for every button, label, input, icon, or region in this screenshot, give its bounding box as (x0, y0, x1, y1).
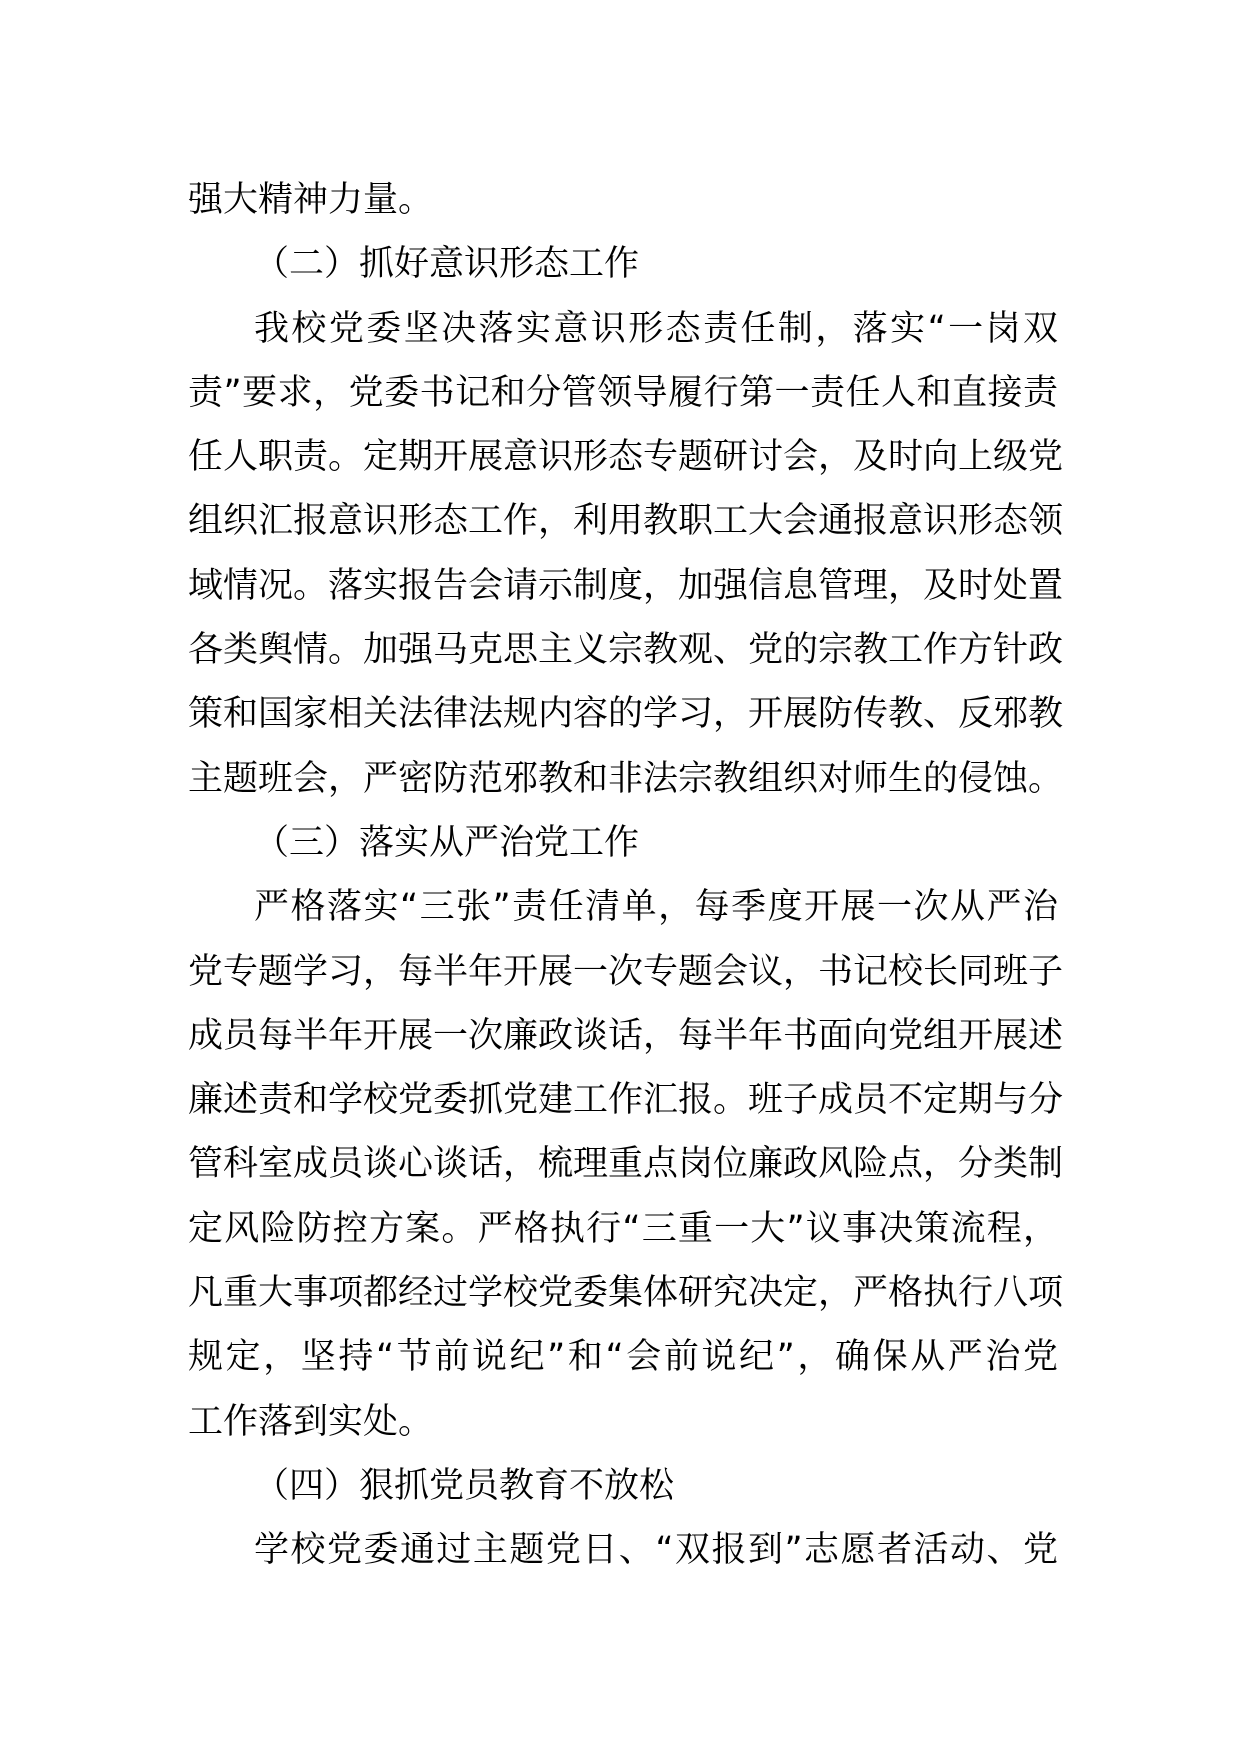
paragraph-first-line: 严格落实“三张”责任清单，每季度开展一次从严治 (254, 887, 1058, 928)
paragraph-line: 定风险防控方案。严格执行“三重一大”议事决策流程， (188, 1208, 1058, 1249)
paragraph-line: 党专题学习，每半年开展一次专题会议，书记校长同班子 (188, 951, 1064, 992)
paragraph-line: 主题班会，严密防范邪教和非法宗教组织对师生的侵蚀。 (188, 758, 1064, 799)
section-heading: （二）抓好意识形态工作 (254, 244, 640, 285)
document-body (188, 168, 1064, 1583)
paragraph-line: 规定，坚持“节前说纪”和“会前说纪”，确保从严治党 (188, 1337, 1058, 1378)
paragraph-first-line: 学校党委通过主题党日、“双报到”志愿者活动、党 (254, 1530, 1058, 1571)
paragraph-line: 组织汇报意识形态工作，利用教职工大会通报意识形态领 (188, 501, 1064, 542)
paragraph-line: 廉述责和学校党委抓党建工作汇报。班子成员不定期与分 (188, 1080, 1064, 1121)
section-heading: （四）狠抓党员教育不放松 (254, 1465, 675, 1506)
paragraph-line: 责”要求，党委书记和分管领导履行第一责任人和直接责 (188, 372, 1058, 413)
paragraph-line: 域情况。落实报告会请示制度，加强信息管理，及时处置 (188, 565, 1064, 606)
paragraph-line: 管科室成员谈心谈话，梳理重点岗位廉政风险点，分类制 (188, 1144, 1064, 1185)
paragraph-line: 各类舆情。加强马克思主义宗教观、党的宗教工作方针政 (188, 630, 1064, 671)
paragraph-line: 凡重大事项都经过学校党委集体研究决定，严格执行八项 (188, 1273, 1064, 1314)
paragraph-line: 成员每半年开展一次廉政谈话，每半年书面向党组开展述 (188, 1015, 1064, 1056)
section-heading: （三）落实从严治党工作 (254, 822, 640, 863)
paragraph-line: 强大精神力量。 (188, 180, 434, 220)
paragraph-line: 工作落到实处。 (188, 1401, 434, 1442)
paragraph-first-line: 我校党委坚决落实意识形态责任制，落实“一岗双 (254, 308, 1058, 349)
paragraph-line: 任人职责。定期开展意识形态专题研讨会，及时向上级党 (188, 437, 1064, 478)
paragraph-line: 策和国家相关法律法规内容的学习，开展防传教、反邪教 (188, 694, 1064, 735)
